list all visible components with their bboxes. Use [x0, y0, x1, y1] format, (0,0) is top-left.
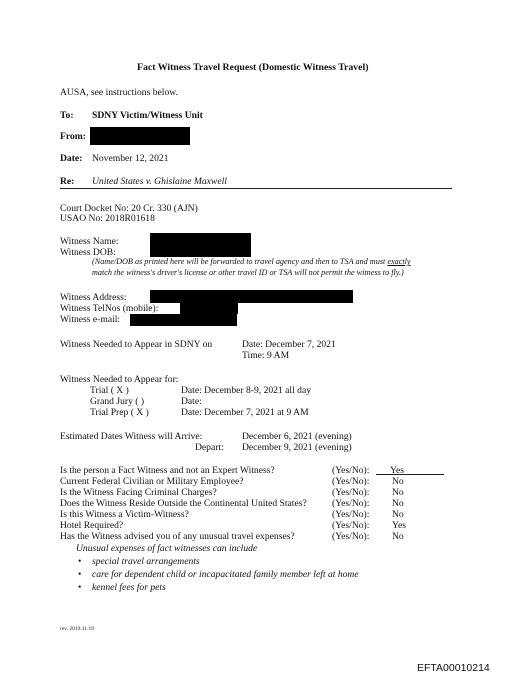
- answer-value: No: [392, 487, 404, 498]
- bullet-icon: •: [78, 556, 82, 567]
- re-underline: [60, 188, 452, 189]
- yes-no-label: (Yes/No):: [332, 531, 370, 542]
- depart-value: December 9, 2021 (evening): [242, 442, 352, 453]
- unusual-expenses-heading: Unusual expenses of fact witnesses can include: [76, 543, 258, 554]
- dob-note-emphasis: exactly: [387, 257, 411, 266]
- bullet-item: kennel fees for pets: [92, 582, 166, 593]
- to-label: To:: [60, 110, 74, 121]
- question-hotel-required: Hotel Required?: [60, 520, 124, 531]
- question-outside-continental-us: Does the Witness Reside Outside the Continental United States?: [60, 498, 307, 509]
- answer-value: No: [392, 476, 404, 487]
- appear-for-label: Witness Needed to Appear for:: [60, 374, 179, 385]
- yes-no-label: (Yes/No):: [332, 509, 370, 520]
- answer-value: Yes: [392, 520, 406, 531]
- question-fact-witness: Is the person a Fact Witness and not an Expert Witness?: [60, 465, 275, 476]
- witness-name-label: Witness Name:: [60, 236, 119, 247]
- witness-email-label: Witness e-mail:: [60, 314, 121, 325]
- yes-no-label: (Yes/No):: [332, 476, 370, 487]
- re-label: Re:: [60, 176, 75, 187]
- yes-no-label: (Yes/No):: [332, 498, 370, 509]
- intro-text: AUSA, see instructions below.: [60, 87, 178, 98]
- redaction-email: [130, 314, 237, 326]
- yes-no-label: (Yes/No):: [332, 487, 370, 498]
- answer-value: No: [392, 509, 404, 520]
- to-value: SDNY Victim/Witness Unit: [92, 110, 203, 121]
- bullet-item: care for dependent child or incapacitated family member left at home: [92, 569, 359, 580]
- answer-value: No: [392, 531, 404, 542]
- bullet-item: special travel arrangements: [92, 556, 200, 567]
- appear-date: Date: December 7, 2021: [242, 339, 336, 350]
- redaction-witness-name-dob: [150, 233, 251, 257]
- appear-label: Witness Needed to Appear in SDNY on: [60, 339, 213, 350]
- question-criminal-charges: Is the Witness Facing Criminal Charges?: [60, 487, 217, 498]
- usao-number: USAO No: 2018R01618: [60, 213, 155, 224]
- appear-for-trial-prep-date: Date: December 7, 2021 at 9 AM: [181, 407, 309, 418]
- docket-number: Court Docket No: 20 Cr. 330 (AJN): [60, 203, 198, 214]
- question-victim-witness: Is this Witness a Victim-Witness?: [60, 509, 189, 520]
- depart-label: Depart:: [195, 442, 224, 453]
- from-label: From:: [60, 131, 86, 142]
- document-title: Fact Witness Travel Request (Domestic Witness Travel): [137, 62, 369, 73]
- witness-address-label: Witness Address:: [60, 292, 127, 303]
- revision-date: rev. 2019.11.19: [60, 626, 94, 632]
- question-unusual-expenses: Has the Witness advised you of any unusual travel expenses?: [60, 531, 295, 542]
- redaction-address: [150, 290, 353, 303]
- yes-no-label: (Yes/No):: [332, 520, 370, 531]
- arrive-value: December 6, 2021 (evening): [242, 431, 352, 442]
- re-value: United States v. Ghislaine Maxwell: [92, 176, 227, 187]
- appear-time: Time: 9 AM: [242, 350, 290, 361]
- answer-line: [376, 474, 444, 475]
- appear-for-grand-jury-date: Date:: [181, 396, 202, 407]
- appear-for-trial-label: Trial ( X ): [90, 385, 129, 396]
- appear-for-trial-prep-label: Trial Prep ( X ): [90, 407, 149, 418]
- dob-note-line2: match the witness's driver's license or other travel ID or TSA will not permit the witness to fly.): [92, 268, 404, 277]
- answer-value: No: [392, 498, 404, 509]
- question-federal-employee: Current Federal Civilian or Military Employee?: [60, 476, 244, 487]
- dob-note-line1: [92, 257, 411, 267]
- witness-dob-label: Witness DOB:: [60, 247, 116, 258]
- appear-for-trial-date: Date: December 8-9, 2021 all day: [181, 385, 311, 396]
- redaction-telnos: [180, 303, 238, 314]
- bullet-icon: •: [78, 582, 82, 593]
- bullet-icon: •: [78, 569, 82, 580]
- bates-number: EFTA00010214: [417, 662, 490, 674]
- date-value: November 12, 2021: [92, 153, 169, 164]
- witness-telnos-label: Witness TelNos (mobile):: [60, 303, 159, 314]
- arrive-label: Estimated Dates Witness will Arrive:: [60, 431, 203, 442]
- appear-for-grand-jury-label: Grand Jury ( ): [90, 396, 145, 407]
- redaction-from: [90, 127, 190, 145]
- answer-value: Yes: [390, 465, 404, 476]
- dob-note-text: (Name/DOB as printed here will be forwarded to travel agency and then to TSA and must: [92, 257, 388, 266]
- yes-no-label: (Yes/No):: [332, 465, 370, 476]
- date-label: Date:: [60, 153, 83, 164]
